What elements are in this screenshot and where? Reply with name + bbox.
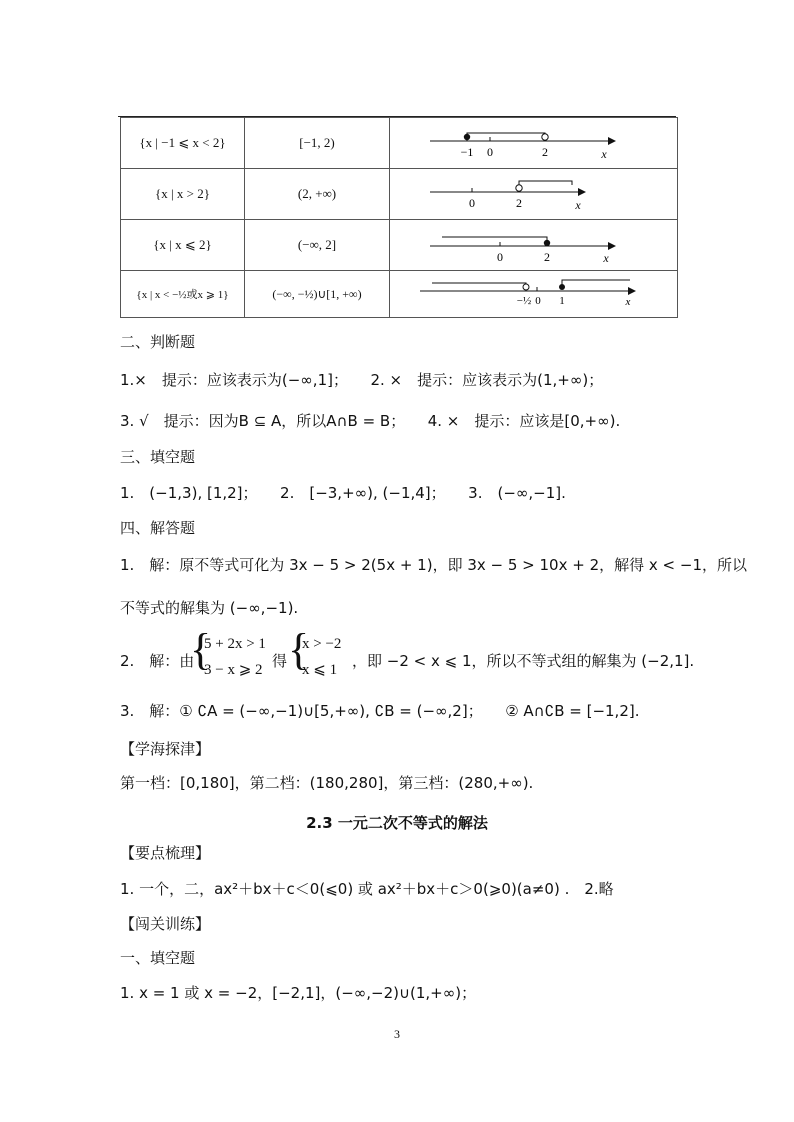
tick-label: 0	[497, 250, 503, 264]
tick-label: −1	[460, 145, 474, 159]
system2-eq-a: x > −2	[302, 636, 342, 652]
answer-q3: 3. 解：① ∁A = (−∞,−1)∪[5,+∞), ∁B = (−∞,2]； ② A∩∁B = [−1,2].	[120, 702, 640, 720]
table-row	[121, 271, 678, 318]
number-line-2	[390, 169, 677, 219]
chapter-title: 2.3 一元二次不等式的解法	[306, 814, 488, 832]
judgment-item: 3. √ 提示：因为B ⊆ A，所以A∩B = B； 4. × 提示：应该是[0,+∞).	[120, 412, 621, 430]
number-line-1	[390, 118, 677, 168]
axis-label: x	[601, 147, 607, 161]
sub-heading: 一、填空题	[120, 949, 196, 967]
set-cell: {x | x ⩽ 2}	[121, 220, 245, 271]
answer-q2-mid: 得	[272, 652, 288, 670]
section-heading: 四、解答题	[120, 519, 196, 537]
section-heading: 三、填空题	[120, 448, 196, 466]
number-line-3	[390, 220, 677, 270]
system-brace-2: {	[288, 625, 310, 674]
interval-cell: (−∞, −½)∪[1, +∞)	[245, 271, 390, 318]
interval-cell: [−1, 2)	[245, 118, 390, 169]
judgment-item: 1.× 提示：应该表示为(−∞,1]； 2. × 提示：应该表示为(1,+∞)；	[120, 371, 604, 389]
answer-q1-line1: 1. 解：原不等式可化为 3x − 5 > 2(5x + 1)，即 3x − 5 > 10x + 2，解得 x < −1，所以	[120, 556, 747, 574]
set-cell: {x | x > 2}	[121, 169, 245, 220]
system1-eq-a: 5 + 2x > 1	[204, 636, 266, 652]
section-heading: 二、判断题	[120, 333, 196, 351]
tick-label: −½	[516, 295, 532, 307]
tick-label: 0	[535, 295, 541, 307]
set-cell: {x | −1 ⩽ x < 2}	[121, 118, 245, 169]
answer-q2-prefix: 2. 解：由	[120, 652, 195, 670]
answer-q2-suffix: ，即 −2 < x ⩽ 1，所以不等式组的解集为 (−2,1].	[352, 652, 695, 670]
section-heading: 【学海探津】	[120, 740, 211, 758]
axis-label: x	[625, 296, 631, 308]
number-line-4	[390, 271, 677, 317]
set-interval-table	[120, 117, 678, 318]
table-row	[121, 118, 678, 169]
system1-eq-b: 3 − x ⩾ 2	[204, 662, 263, 678]
page-number: 3	[394, 1027, 400, 1041]
system-brace-1: {	[190, 625, 212, 674]
number-line-cell	[390, 220, 678, 271]
axis-label: x	[575, 198, 581, 212]
section-heading: 【闯关训练】	[120, 915, 211, 933]
fill-blank-item: 1. x = 1 或 x = −2，[−2,1]，(−∞,−2)∪(1,+∞)；	[120, 984, 477, 1002]
tick-label: 1	[559, 295, 565, 307]
tick-label: 2	[542, 145, 548, 159]
tick-label: 0	[487, 145, 493, 159]
table-row	[121, 169, 678, 220]
tick-label: 2	[516, 196, 522, 210]
yaodian-text: 1. 一个，二，ax²＋bx＋c＜0(⩽0) 或 ax²＋bx＋c＞0(⩾0)(a≠0) . 2.略	[120, 880, 614, 898]
tick-label: 2	[544, 250, 550, 264]
interval-cell: (−∞, 2]	[245, 220, 390, 271]
number-line-cell	[390, 169, 678, 220]
tick-label: 0	[469, 196, 475, 210]
number-line-cell	[390, 271, 678, 318]
axis-label: x	[603, 251, 609, 265]
system2-eq-b: x ⩽ 1	[302, 662, 338, 678]
fill-blank-item: 1. (−1,3), [1,2]； 2. [−3,+∞), (−1,4]； 3. (−∞,−1].	[120, 484, 566, 502]
set-cell: {x | x < −½或x ⩾ 1}	[121, 271, 245, 318]
table-row	[121, 220, 678, 271]
answer-q1-line2: 不等式的解集为 (−∞,−1).	[120, 599, 299, 617]
xuehai-text: 第一档：[0,180]，第二档：(180,280]，第三档：(280,+∞).	[120, 774, 534, 792]
interval-cell: (2, +∞)	[245, 169, 390, 220]
number-line-cell	[390, 118, 678, 169]
section-heading: 【要点梳理】	[120, 844, 211, 862]
